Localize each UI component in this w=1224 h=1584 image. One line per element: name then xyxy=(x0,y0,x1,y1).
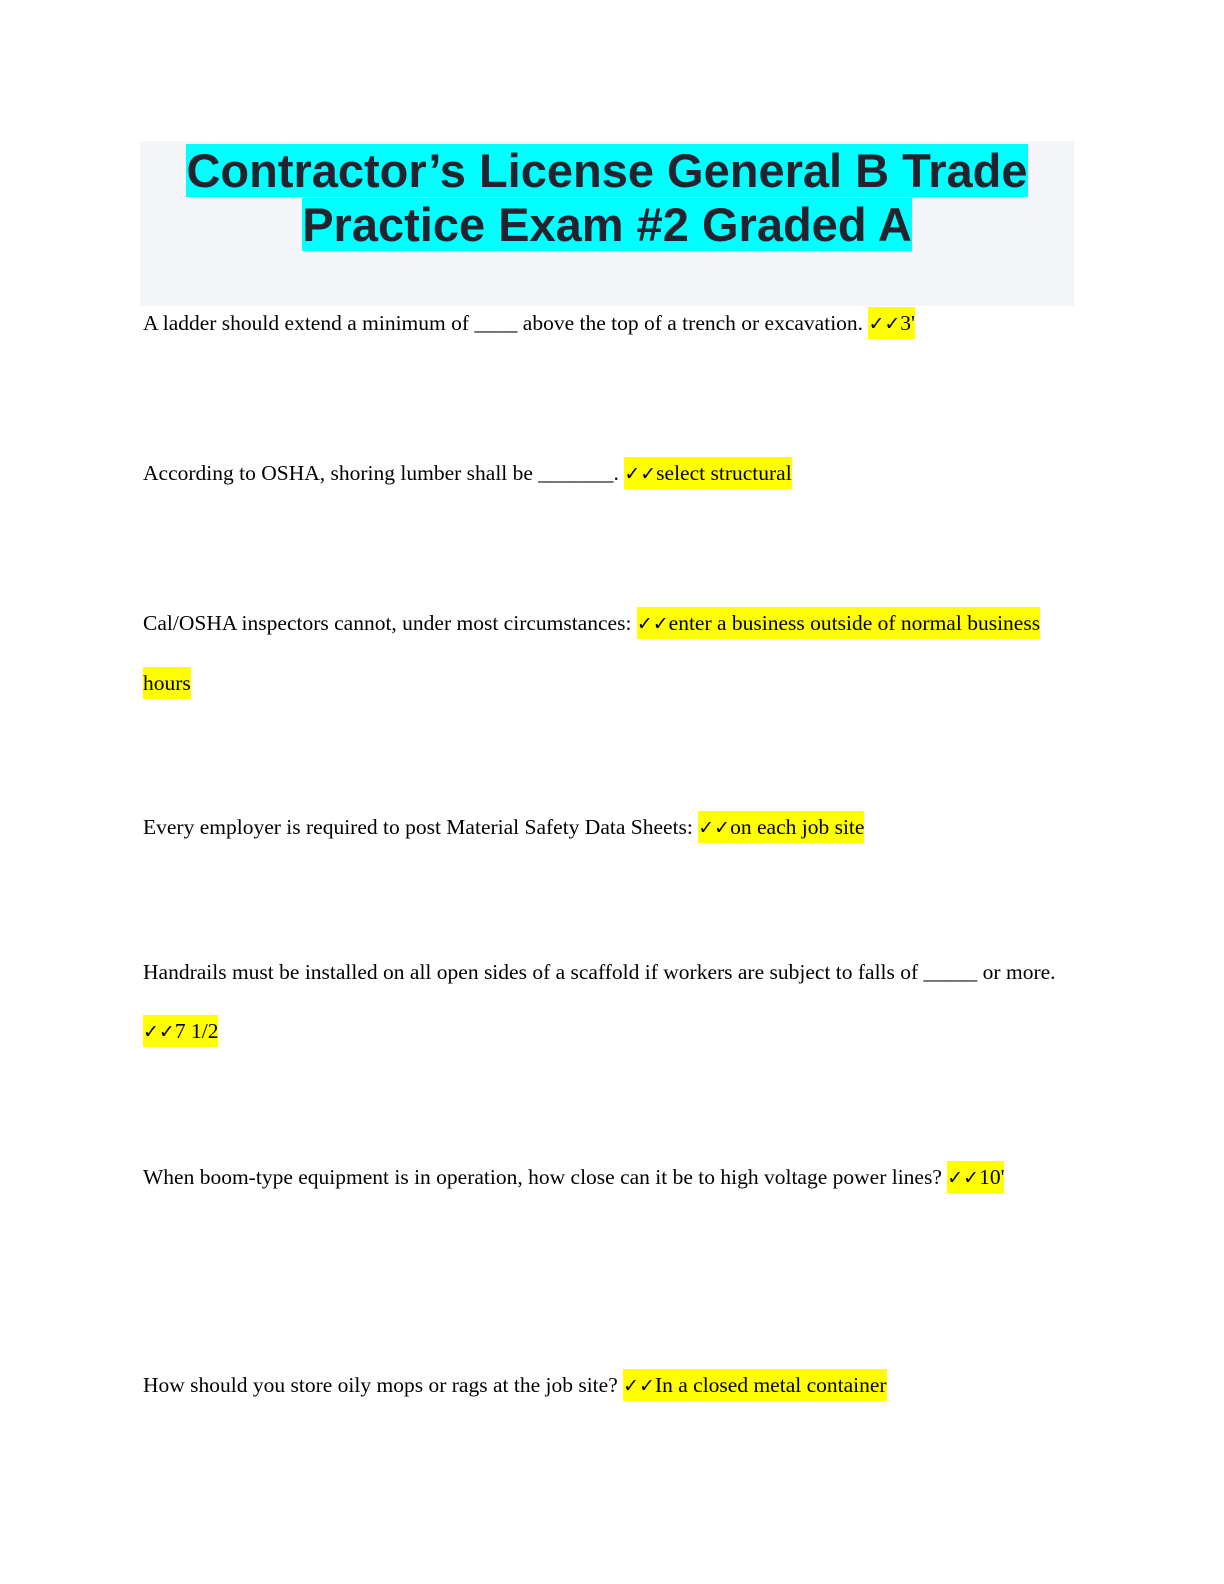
answer-text: 3' xyxy=(900,311,915,335)
document-title xyxy=(140,144,1074,252)
answer-highlight xyxy=(143,1015,218,1047)
answer-text: select structural xyxy=(656,461,792,485)
answer-highlight xyxy=(623,1369,886,1401)
answer-text: 7 1/2 xyxy=(174,1019,219,1043)
double-check-icon: ✓✓ xyxy=(868,313,901,335)
double-check-icon: ✓✓ xyxy=(143,1021,175,1043)
title-line-2: Practice Exam #2 Graded A xyxy=(302,198,912,251)
answer-text: on each job site xyxy=(730,815,865,839)
answer-highlight xyxy=(698,811,864,843)
answer-highlight xyxy=(947,1161,1004,1193)
qa-item-3 xyxy=(143,594,1078,713)
question-text: Handrails must be installed on all open sides of a scaffold if workers are subject to falls of _____ or more. xyxy=(143,960,1056,984)
double-check-icon: ✓✓ xyxy=(623,1375,655,1397)
qa-item-7 xyxy=(143,1356,1078,1416)
question-text: According to OSHA, shoring lumber shall be _______. xyxy=(143,461,619,485)
title-line-1: Contractor’s License General B Trade xyxy=(186,144,1028,197)
title-banner xyxy=(140,141,1074,306)
question-text: When boom-type equipment is in operation, how close can it be to high voltage power lines? xyxy=(143,1165,942,1189)
double-check-icon: ✓✓ xyxy=(636,613,669,635)
qa-item-6 xyxy=(143,1148,1078,1208)
question-text: Cal/OSHA inspectors cannot, under most circumstances: xyxy=(143,611,632,635)
answer-highlight xyxy=(624,457,791,489)
qa-item-1 xyxy=(143,294,1078,354)
answer-highlight xyxy=(868,307,914,339)
double-check-icon: ✓✓ xyxy=(698,817,731,839)
answer-text: enter a business outside of normal business hours xyxy=(143,611,1041,695)
question-text: Every employer is required to post Material Safety Data Sheets: xyxy=(143,815,693,839)
qa-item-4 xyxy=(143,798,1078,858)
answer-text: 10' xyxy=(979,1165,1005,1189)
question-text: How should you store oily mops or rags at the job site? xyxy=(143,1373,618,1397)
double-check-icon: ✓✓ xyxy=(624,463,657,485)
double-check-icon: ✓✓ xyxy=(947,1167,980,1189)
qa-item-2 xyxy=(143,444,1078,504)
answer-text: In a closed metal container xyxy=(654,1373,887,1397)
qa-item-5 xyxy=(143,943,1078,1062)
question-text: A ladder should extend a minimum of ____ above the top of a trench or excavation. xyxy=(143,311,864,335)
